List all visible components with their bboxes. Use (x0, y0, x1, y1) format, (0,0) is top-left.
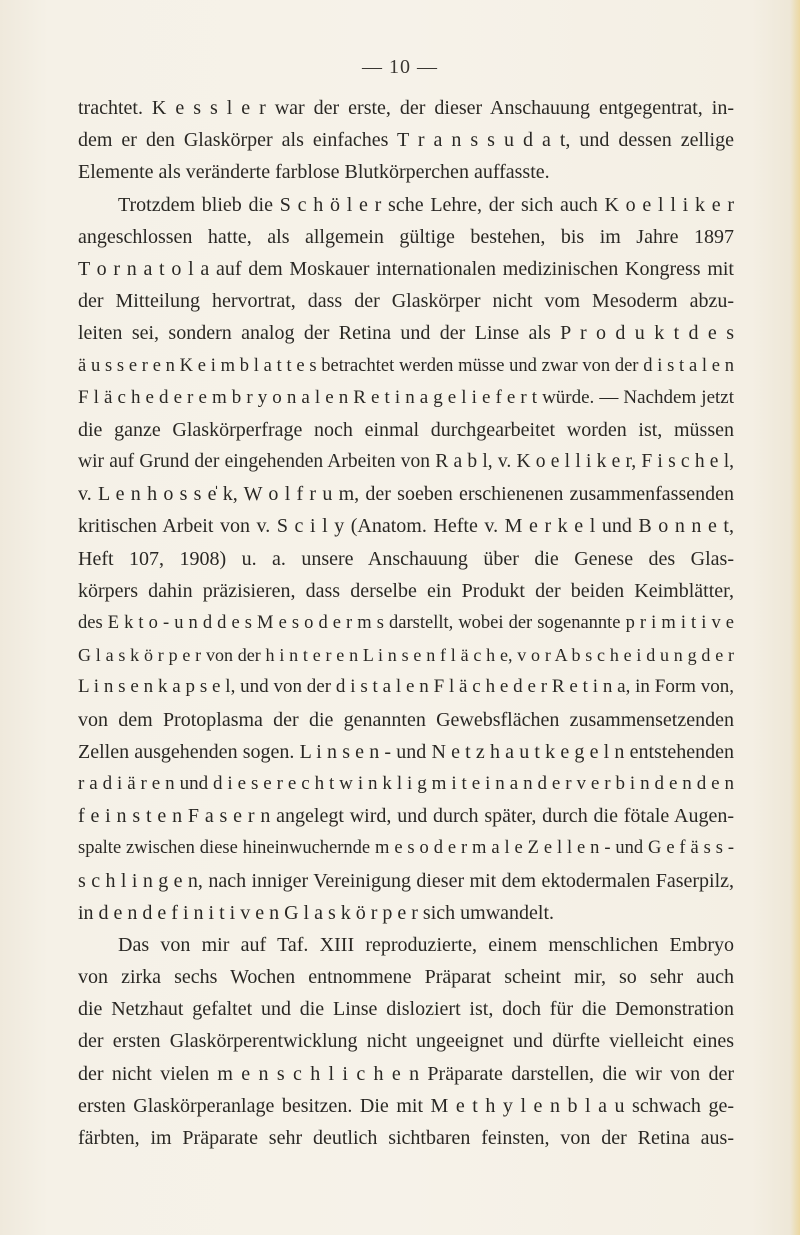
body-text (78, 92, 734, 1154)
text-line: kritischen Arbeit von v. S c i l y (Anatom. Hefte v. M e r k e l und B o n n e t, (78, 515, 734, 538)
text-line: in d e n d e f i n i t i v e n G l a s k ö r p e r sich umwandelt. (78, 901, 555, 924)
text-line: Zellen ausgehenden sogen. L i n s e n - und N e t z h a u t k e g e l n entstehenden (78, 740, 734, 763)
text-line: ersten Glaskörperanlage besitzen. Die mit M e t h y l e n b l a u schwach ge- (78, 1094, 734, 1117)
text-line: die Netzhaut gefaltet und die Linse disloziert ist, doch für die Demonstration (78, 998, 734, 1021)
text-line: Heft 107, 1908) u. a. unsere Anschauung über die Genese des Glas- (78, 547, 734, 570)
text-line: der Mitteilung hervortrat, dass der Glaskörper nicht vom Mesoderm abzu- (78, 290, 734, 313)
text-line: trachtet. K e s s l e r war der erste, der dieser Anschauung entgegentrat, in- (78, 97, 734, 119)
page-edge-shading (790, 0, 800, 1235)
text-line: T o r n a t o l a auf dem Moskauer internationalen medizinischen Kongress mit (78, 257, 734, 280)
text-line: G l a s k ö r p e r von der h i n t e r e n L i n s e n f l ä c h e, v o r A b s c h e i d u n g d e r (78, 645, 734, 666)
text-line: der ersten Glaskörperentwicklung nicht ungeeignet und dürfte vielleicht eines (78, 1030, 734, 1053)
text-line: F l ä c h e d e r e m b r y o n a l e n R e t i n a g e l i e f e r t würde. — Nachdem jetzt (78, 386, 734, 408)
text-line: s c h l i n g e n, nach inniger Vereinigung dieser mit dem ektodermalen Faserpilz, (78, 869, 734, 892)
text-line: der nicht vielen m e n s c h l i c h e n Präparate darstellen, die wir von der (78, 1062, 734, 1085)
text-line: Trotzdem blieb die S c h ö l e r sche Lehre, der sich auch K o e l l i k e r (118, 193, 734, 216)
text-line: wir auf Grund der eingehenden Arbeiten von R a b l, v. K o e l l i k e r, F i s c h e l, (78, 451, 734, 473)
text-line: angeschlossen hatte, als allgemein gültige bestehen, bis im Jahre 1897 (78, 225, 734, 248)
text-line: dem er den Glaskörper als einfaches T r a n s s u d a t, und dessen zellige (78, 129, 734, 152)
text-line: v. L e n h o s s e̍ k, W o l f r u m, der soeben erschienenen zusammenfassenden (78, 483, 734, 506)
text-line: von dem Protoplasma der die genannten Gewebsflächen zusammensetzenden (78, 708, 734, 731)
text-line: des E k t o - u n d d e s M e s o d e r m s darstellt, wobei der sogenannte p r i m i t i v e (78, 613, 734, 633)
text-line: leiten sei, sondern analog der Retina und der Linse als P r o d u k t d e s (78, 322, 734, 345)
page-number: — 10 — (362, 56, 438, 78)
text-line: Elemente als veränderte farblose Blutkörperchen auffasste. (78, 161, 550, 184)
text-line: ä u s s e r e n K e i m b l a t t e s betrachtet werden müsse und zwar von der d i s t a l e n (78, 355, 734, 376)
text-line: die ganze Glaskörperfrage noch einmal durchgearbeitet worden ist, müssen (78, 418, 734, 441)
text-line: körpers dahin präzisieren, dass derselbe ein Produkt der beiden Keimblätter, (78, 579, 734, 602)
text-line: Das von mir auf Taf. XIII reproduzierte, einem menschlichen Embryo (118, 933, 734, 956)
text-line: r a d i ä r e n und d i e s e r e c h t w i n k l i g m i t e i n a n d e r v e r b i n d e n d e n (78, 772, 734, 794)
text-line: spalte zwischen diese hineinwuchernde m e s o d e r m a l e Z e l l e n - und G e f ä s s - (78, 838, 734, 859)
text-line: f e i n s t e n F a s e r n angelegt wird, und durch später, durch die fötale Augen- (78, 805, 734, 828)
text-line: von zirka sechs Wochen entnommene Präparat scheint mir, so sehr auch (78, 966, 734, 989)
text-line: L i n s e n k a p s e l, und von der d i s t a l e n F l ä c h e d e r R e t i n a, in Form von, (78, 676, 734, 698)
text-line: färbten, im Präparate sehr deutlich sichtbaren feinsten, von der Retina aus- (78, 1127, 734, 1149)
